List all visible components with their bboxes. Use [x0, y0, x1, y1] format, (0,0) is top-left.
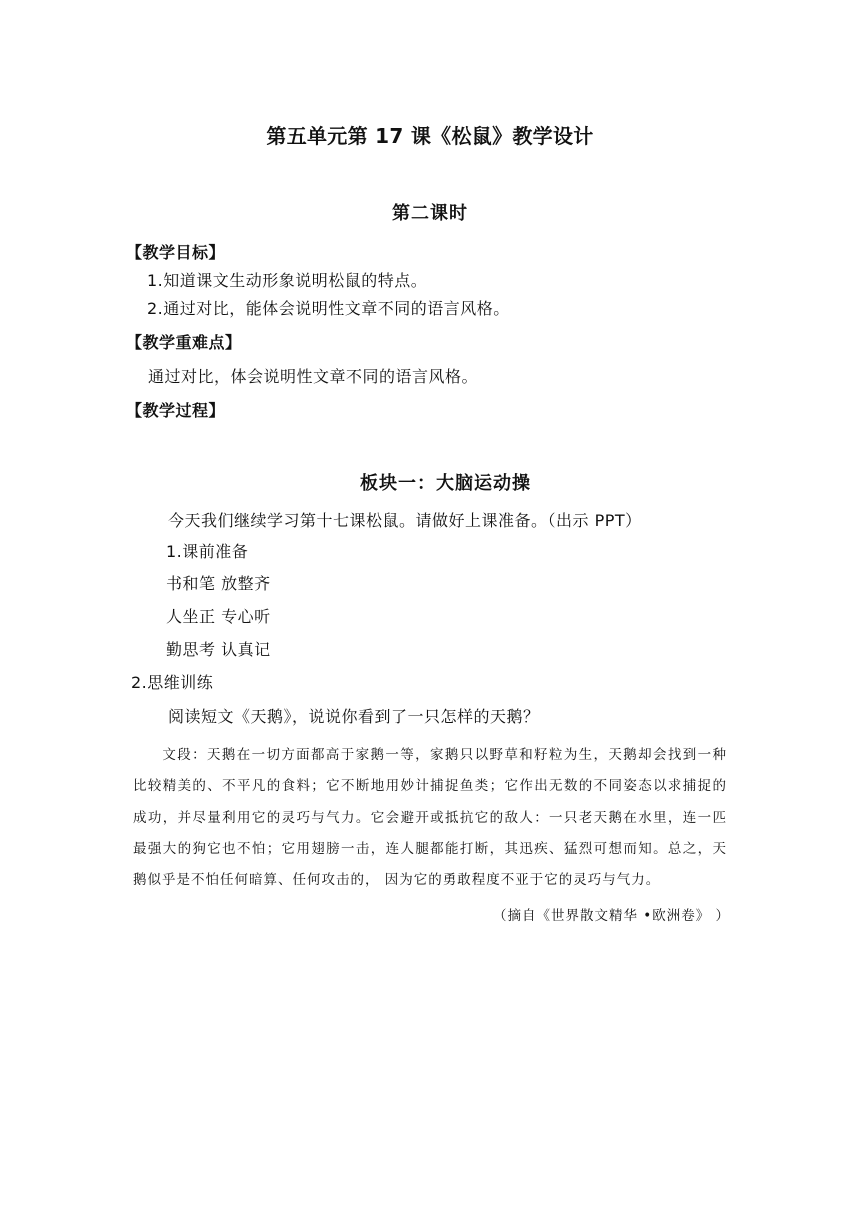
teaching-process-heading: 【教学过程】	[126, 401, 226, 420]
reading-question: 阅读短文《天鹅》，说说你看到了一只怎样的天鹅？	[168, 707, 540, 726]
teaching-goal-item: 1.知道课文生动形象说明松鼠的特点。	[147, 271, 428, 290]
prep-line: 书和笔 放整齐	[166, 574, 271, 593]
swan-excerpt	[133, 740, 727, 896]
prep-line: 人坐正 专心听	[166, 607, 271, 626]
lesson-period-title: 第二课时	[392, 203, 468, 224]
teaching-difficulty-text: 通过对比，体会说明性文章不同的语言风格。	[148, 367, 479, 386]
excerpt-source: （摘自《世界散文精华 •欧洲卷》 ）	[493, 908, 731, 924]
teaching-difficulties-heading: 【教学重难点】	[126, 333, 242, 352]
thinking-training-title: 2.思维训练	[131, 673, 214, 692]
block-one-intro: 今天我们继续学习第十七课松鼠。请做好上课准备。（出示 PPT）	[168, 511, 642, 530]
teaching-goals-heading: 【教学目标】	[126, 243, 226, 262]
swan-excerpt-text: 文段：天鹅在一切方面都高于家鹅一等，家鹅只以野草和籽粒为生，天鹅却会找到一种比较精美的、不平凡的食料；它不断地用妙计捕捉鱼类；它作出无数的不同姿态以求捕捉的成功，并尽量利用它的灵巧与气力。它会避开或抵抗它的敌人：一只老天鹅在水里，连一匹最强大的狗它也不怕；它用翅膀一击，连人腿都能打断，其迅疾、猛烈可想而知。总之，天鹅似乎是不怕任何暗算、任何攻击的， 因为它的勇敢程度不亚于它的灵巧与气力。	[133, 747, 727, 889]
document-title: 第五单元第 17 课《松鼠》教学设计	[266, 124, 594, 148]
pre-class-prep-title: 1.课前准备	[166, 542, 249, 561]
block-one-title: 板块一：大脑运动操	[360, 473, 531, 494]
prep-line: 勤思考 认真记	[166, 640, 271, 659]
teaching-goal-item: 2.通过对比，能体会说明性文章不同的语言风格。	[147, 299, 510, 318]
